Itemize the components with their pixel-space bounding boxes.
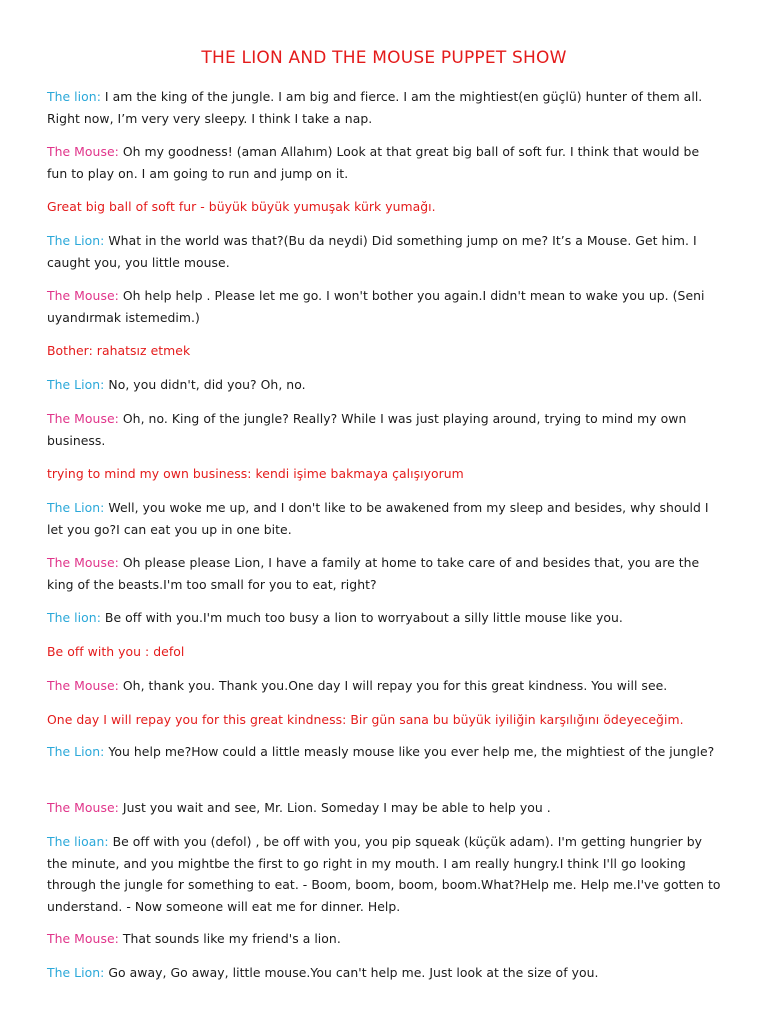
dialogue-line [47,675,723,697]
dialogue-text: Oh, thank you. Thank you.One day I will repay you for this great kindness. You will see. [118,678,668,693]
dialogue-line [47,230,723,273]
dialogue-text: No, you didn't, did you? Oh, no. [104,377,306,392]
speaker-lion-label: The Lion: [47,744,105,759]
dialogue-text: Oh please please Lion, I have a family at home to take care of and besides that, you are the king of the beasts.I'm too small for you to eat, right? [47,555,700,592]
dialogue-text: That sounds like my friend's a lion. [118,931,341,946]
vocabulary-note: Be off with you : defol [47,644,185,659]
vocabulary-note: Bother: rahatsız etmek [47,343,191,358]
speaker-mouse-label: The Mouse: [47,411,119,426]
speaker-mouse-label: The Mouse: [47,678,119,693]
dialogue-line [47,797,723,819]
dialogue-text: Be off with you.I'm much too busy a lion to worryabout a silly little mouse like you. [100,610,623,625]
dialogue-text: I am the king of the jungle. I am big and fierce. I am the mightiest(en güçlü) hunter of them all. Right now, I’m very very sleepy. I think I take a nap. [47,89,703,126]
speaker-lion-label: The Lion: [47,377,105,392]
dialogue-text: What in the world was that?(Bu da neydi) Did something jump on me? It’s a Mouse. Get him. I caught you, you little mouse. [47,233,697,270]
dialogue-text: Be off with you (defol) , be off with you, you pip squeak (küçük adam). I'm getting hungrier by the minute, and you mightbe the first to go right in my mouth. I am really hungry.I think I'll go looking through the jungle for something to eat. - Boom, boom, boom, boom.What?Help me. Help me.I've gotten to understand. - Now someone will eat me for dinner. Help. [47,834,721,914]
dialogue-text: Just you wait and see, Mr. Lion. Someday I may be able to help you . [118,800,551,815]
speaker-mouse-label: The Mouse: [47,931,119,946]
vocabulary-note: trying to mind my own business: kendi işime bakmaya çalışıyorum [47,466,464,481]
dialogue-text: You help me?How could a little measly mouse like you ever help me, the mightiest of the jungle? [104,744,715,759]
dialogue-line [47,408,723,451]
dialogue-line [47,86,723,129]
speaker-mouse-label: The Mouse: [47,800,119,815]
speaker-mouse-label: The Mouse: [47,555,119,570]
dialogue-line [47,928,723,950]
dialogue-line [47,741,723,763]
speaker-lion-label: The Lion: [47,965,105,980]
dialogue-line [47,607,723,629]
dialogue-text: Oh help help . Please let me go. I won't bother you again.I didn't mean to wake you up. (Seni uyandırmak istemedim.) [47,288,705,325]
page-title: THE LION AND THE MOUSE PUPPET SHOW [201,48,567,68]
vocabulary-note: One day I will repay you for this great kindness: Bir gün sana bu büyük iyiliğin karşılığını ödeyeceğim. [47,712,684,727]
vocabulary-note: Great big ball of soft fur - büyük büyük yumuşak kürk yumağı. [47,199,436,214]
dialogue-line [47,374,723,396]
dialogue-text: Go away, Go away, little mouse.You can't help me. Just look at the size of you. [104,965,599,980]
speaker-lion-label: The lioan: [47,834,109,849]
speaker-mouse-label: The Mouse: [47,144,119,159]
speaker-lion-label: The lion: [47,89,101,104]
dialogue-line [47,497,723,540]
dialogue-line [47,552,723,595]
dialogue-line [47,285,723,328]
dialogue-text: Well, you woke me up, and I don't like to be awakened from my sleep and besides, why should I let you go?I can eat you up in one bite. [47,500,709,537]
dialogue-line [47,141,723,184]
dialogue-text: Oh, no. King of the jungle? Really? While I was just playing around, trying to mind my own business. [47,411,687,448]
speaker-mouse-label: The Mouse: [47,288,119,303]
dialogue-line [47,962,723,984]
dialogue-line [47,831,723,917]
speaker-lion-label: The Lion: [47,500,105,515]
speaker-lion-label: The Lion: [47,233,105,248]
dialogue-text: Oh my goodness! (aman Allahım) Look at that great big ball of soft fur. I think that would be fun to play on. I am going to run and jump on it. [47,144,700,181]
speaker-lion-label: The lion: [47,610,101,625]
